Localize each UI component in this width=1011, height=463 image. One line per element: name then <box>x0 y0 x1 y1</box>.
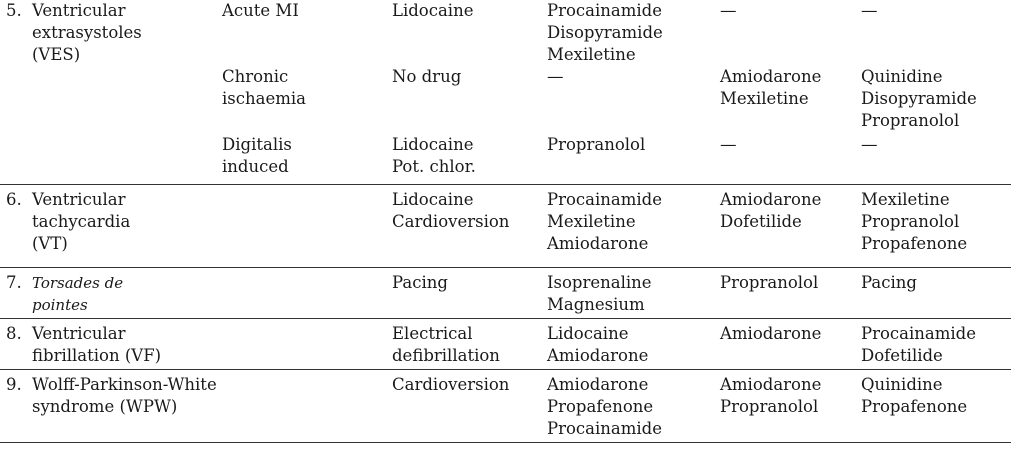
condition-name: Ventricular extrasystoles (VES) <box>32 1 142 64</box>
condition-cell <box>0 370 222 443</box>
drug-cell: Amiodarone <box>720 319 861 370</box>
condition-cell <box>0 66 222 134</box>
condition-cell <box>0 185 222 268</box>
condition-cell <box>0 134 222 185</box>
condition-cell <box>0 268 222 319</box>
subtype-cell <box>222 185 390 268</box>
drug-cell: Quinidine Disopyramide Propranolol <box>861 67 977 130</box>
table-row <box>0 134 1011 185</box>
drug-cell: Lidocaine Amiodarone <box>545 319 720 370</box>
subtype-cell: Digitalis induced <box>222 134 390 185</box>
drug-cell: Pacing <box>861 268 1011 319</box>
drug-cell: Procainamide Disopyramide Mexiletine <box>547 1 663 64</box>
subtype-cell <box>222 370 390 443</box>
drug-cell: — <box>547 67 564 86</box>
drug-cell: Amiodarone Dofetilide <box>720 185 861 268</box>
condition-name: Wolff-Parkinson-White syndrome (WPW) <box>32 375 217 416</box>
drug-cell: No drug <box>392 67 462 86</box>
row-number: 6. <box>6 190 22 209</box>
subtype-cell: Chronic ischaemia <box>222 67 306 108</box>
drug-cell: Lidocaine Pot. chlor. <box>390 134 545 185</box>
drug-cell: Procainamide Mexiletine Amiodarone <box>545 185 720 268</box>
condition-name: Ventricular tachycardia (VT) <box>32 190 131 253</box>
drug-cell: — <box>861 134 1011 185</box>
condition-name: Torsades de pointes <box>32 274 124 314</box>
table-row <box>0 185 1011 268</box>
drug-cell: Lidocaine <box>392 1 474 20</box>
drug-cell: Propranolol <box>720 268 861 319</box>
table-row <box>0 268 1011 319</box>
drug-cell: Amiodarone Propranolol <box>720 370 861 443</box>
table-row <box>0 370 1011 443</box>
row-number: 7. <box>6 273 22 292</box>
drug-cell: Cardioversion <box>390 370 545 443</box>
drug-cell: Amiodarone Propafenone Procainamide <box>545 370 720 443</box>
drug-cell: — <box>720 1 737 20</box>
drug-cell: Mexiletine Propranolol Propafenone <box>861 185 1011 268</box>
table-row <box>0 319 1011 370</box>
condition-name: Ventricular fibrillation (VF) <box>32 324 162 365</box>
drug-cell: Electrical defibrillation <box>390 319 545 370</box>
subtype-cell <box>222 268 390 319</box>
drug-cell: Lidocaine Cardioversion <box>390 185 545 268</box>
row-number: 9. <box>6 375 22 394</box>
subtype-cell: Acute MI <box>222 1 299 20</box>
subtype-cell <box>222 319 390 370</box>
condition-cell <box>0 0 222 66</box>
table-row <box>0 66 1011 134</box>
drug-cell: — <box>861 1 878 20</box>
condition-cell <box>0 319 222 370</box>
drug-cell: Isoprenaline Magnesium <box>545 268 720 319</box>
drug-cell: Procainamide Dofetilide <box>861 319 1011 370</box>
table-row <box>0 0 1011 66</box>
drug-cell: Propranolol <box>545 134 720 185</box>
drug-cell: — <box>720 134 861 185</box>
drug-cell: Amiodarone Mexiletine <box>720 67 822 108</box>
drug-cell: Pacing <box>390 268 545 319</box>
drug-cell: Quinidine Propafenone <box>861 370 1011 443</box>
row-number: 8. <box>6 324 22 343</box>
row-number: 5. <box>6 1 22 20</box>
